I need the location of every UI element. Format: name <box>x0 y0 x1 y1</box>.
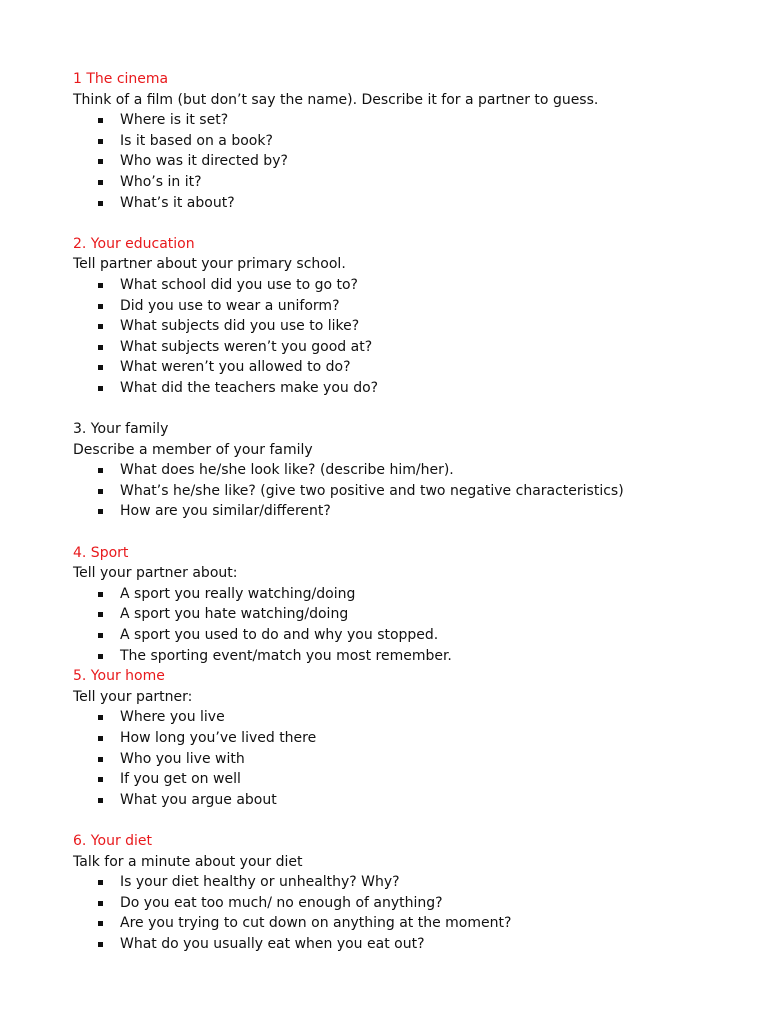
question-text: What’s he/she like? (give two positive and two negative characteristics) <box>120 482 624 499</box>
question-list <box>73 275 753 399</box>
list-item <box>73 172 753 193</box>
worksheet-page <box>73 69 753 955</box>
list-item <box>73 604 753 625</box>
section-intro: Tell partner about your primary school. <box>73 256 346 273</box>
list-item <box>73 584 753 605</box>
list-item <box>73 893 753 914</box>
question-text: Where you live <box>120 709 225 726</box>
square-bullet-icon <box>98 118 103 123</box>
question-text: How long you’ve lived there <box>120 730 317 746</box>
question-text: What do you usually eat when you eat out? <box>120 935 425 952</box>
section-diet <box>73 831 753 955</box>
list-item <box>73 707 753 728</box>
list-item <box>73 934 753 955</box>
question-text: Do you eat too much/ no enough of anything? <box>120 894 443 911</box>
square-bullet-icon <box>98 468 103 473</box>
square-bullet-icon <box>98 139 103 144</box>
list-item <box>73 728 753 749</box>
square-bullet-icon <box>98 324 103 329</box>
square-bullet-icon <box>98 365 103 370</box>
list-item <box>73 316 753 337</box>
question-list <box>73 460 753 522</box>
list-item <box>73 769 753 790</box>
section-cinema <box>73 69 753 213</box>
square-bullet-icon <box>98 509 103 514</box>
list-item <box>73 110 753 131</box>
section-intro: Tell your partner about: <box>73 565 238 582</box>
section-heading: 4. Sport <box>73 544 129 561</box>
question-text: A sport you hate watching/doing <box>120 606 349 623</box>
square-bullet-icon <box>98 798 103 803</box>
square-bullet-icon <box>98 304 103 309</box>
square-bullet-icon <box>98 880 103 885</box>
square-bullet-icon <box>98 612 103 617</box>
section-family <box>73 419 753 522</box>
list-item <box>73 913 753 934</box>
list-item <box>73 460 753 481</box>
list-item <box>73 296 753 317</box>
square-bullet-icon <box>98 180 103 185</box>
section-intro: Think of a film (but don’t say the name). Describe it for a partner to guess. <box>73 91 599 108</box>
question-text: A sport you used to do and why you stopped. <box>120 627 439 644</box>
square-bullet-icon <box>98 633 103 638</box>
square-bullet-icon <box>98 283 103 288</box>
square-bullet-icon <box>98 715 103 720</box>
section-heading: 3. Your family <box>73 421 169 438</box>
square-bullet-icon <box>98 736 103 741</box>
section-intro: Describe a member of your family <box>73 441 313 458</box>
list-item <box>73 872 753 893</box>
question-text: What’s it about? <box>120 194 235 211</box>
list-item <box>73 646 753 667</box>
square-bullet-icon <box>98 921 103 926</box>
square-bullet-icon <box>98 386 103 391</box>
list-item <box>73 481 753 502</box>
question-text: Is it based on a book? <box>120 132 273 149</box>
question-list <box>73 110 753 213</box>
spacer <box>73 213 753 234</box>
section-heading: 1 The cinema <box>73 71 169 87</box>
question-text: How are you similar/different? <box>120 503 331 520</box>
square-bullet-icon <box>98 777 103 782</box>
question-text: Did you use to wear a uniform? <box>120 297 340 314</box>
square-bullet-icon <box>98 901 103 906</box>
question-list <box>73 872 753 954</box>
question-list <box>73 584 753 666</box>
list-item <box>73 337 753 358</box>
question-list <box>73 707 753 810</box>
square-bullet-icon <box>98 757 103 762</box>
question-text: What did the teachers make you do? <box>120 379 379 396</box>
question-text: Who’s in it? <box>120 173 202 190</box>
spacer <box>73 399 753 420</box>
square-bullet-icon <box>98 201 103 206</box>
spacer <box>73 810 753 831</box>
section-heading: 2. Your education <box>73 235 195 252</box>
question-text: What subjects did you use to like? <box>120 318 360 335</box>
list-item <box>73 378 753 399</box>
section-intro: Talk for a minute about your diet <box>73 853 303 870</box>
question-text: What weren’t you allowed to do? <box>120 359 351 376</box>
question-text: If you get on well <box>120 771 241 788</box>
square-bullet-icon <box>98 592 103 597</box>
list-item <box>73 501 753 522</box>
list-item <box>73 749 753 770</box>
list-item <box>73 131 753 152</box>
square-bullet-icon <box>98 345 103 350</box>
square-bullet-icon <box>98 489 103 494</box>
list-item <box>73 357 753 378</box>
list-item <box>73 625 753 646</box>
question-text: Who you live with <box>120 750 245 767</box>
spacer <box>73 522 753 543</box>
list-item <box>73 193 753 214</box>
square-bullet-icon <box>98 654 103 659</box>
list-item <box>73 790 753 811</box>
section-sport <box>73 543 753 667</box>
question-text: What school did you use to go to? <box>120 276 358 293</box>
section-education <box>73 234 753 399</box>
question-text: The sporting event/match you most remember. <box>120 647 452 664</box>
square-bullet-icon <box>98 159 103 164</box>
question-text: Who was it directed by? <box>120 153 288 170</box>
list-item <box>73 275 753 296</box>
question-text: Where is it set? <box>120 112 229 129</box>
question-text: What does he/she look like? (describe him/her). <box>120 462 454 479</box>
question-text: What you argue about <box>120 791 277 808</box>
question-text: Are you trying to cut down on anything at the moment? <box>120 915 512 932</box>
section-heading: 5. Your home <box>73 668 165 685</box>
square-bullet-icon <box>98 942 103 947</box>
section-home <box>73 666 753 810</box>
question-text: Is your diet healthy or unhealthy? Why? <box>120 874 400 891</box>
question-text: What subjects weren’t you good at? <box>120 338 373 355</box>
section-heading: 6. Your diet <box>73 832 153 849</box>
list-item <box>73 151 753 172</box>
question-text: A sport you really watching/doing <box>120 585 356 602</box>
section-intro: Tell your partner: <box>73 688 193 705</box>
